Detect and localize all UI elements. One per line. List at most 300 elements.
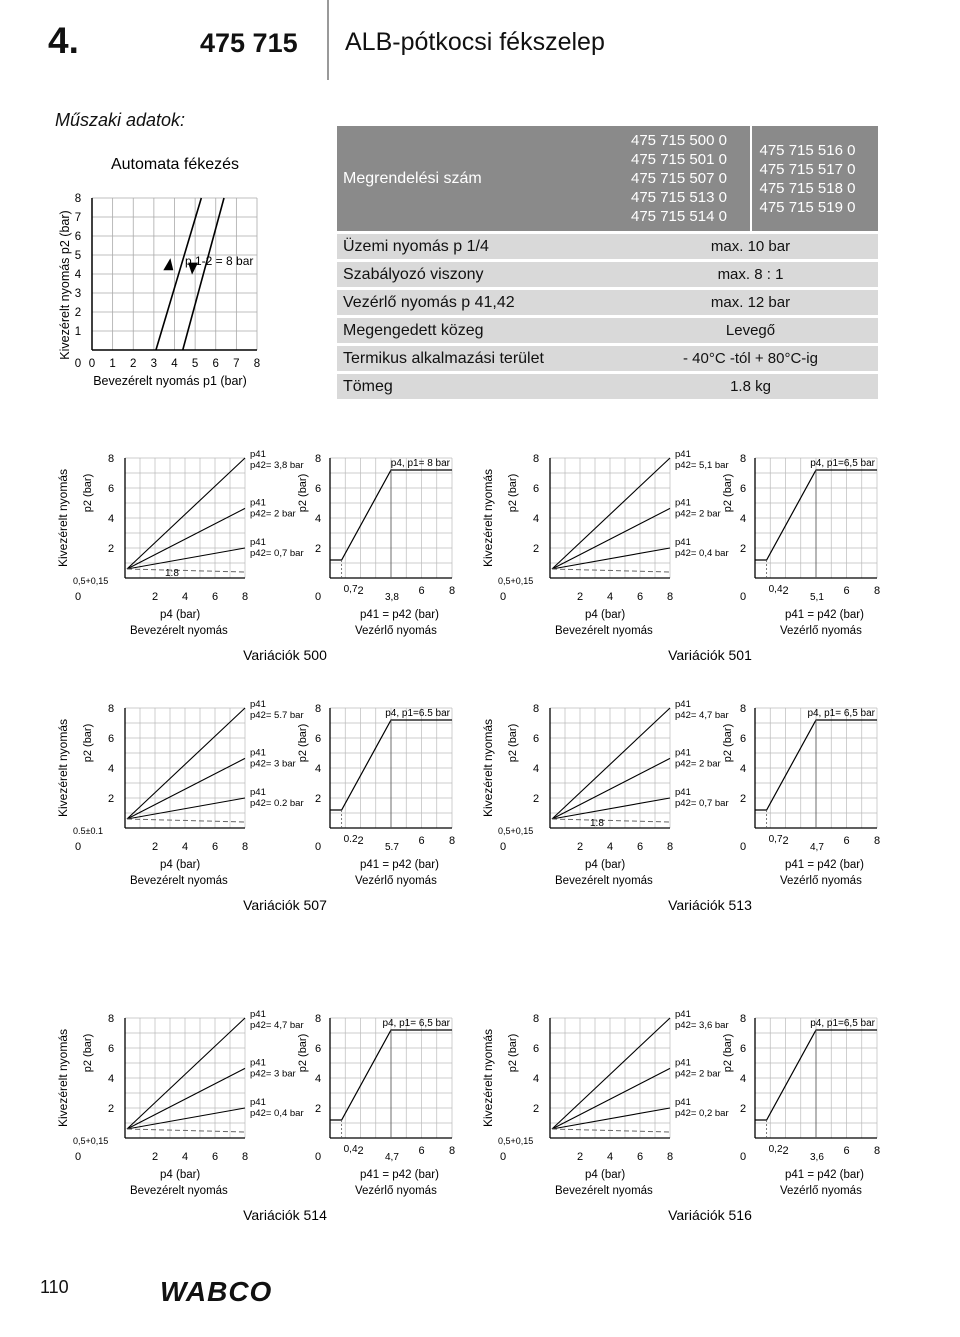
x-tick-label: 3 bbox=[150, 358, 158, 370]
x-tick-label: 2 bbox=[782, 585, 789, 597]
x-tick-label: 0 bbox=[739, 841, 747, 853]
line-label-p41: p41 bbox=[250, 787, 266, 798]
knee-label: 3,8 bbox=[385, 592, 399, 603]
line-label-value: p42= 4,7 bar bbox=[250, 1020, 304, 1031]
y-tick-label: 4 bbox=[314, 763, 322, 775]
y-tick-label: 6 bbox=[739, 1043, 747, 1055]
left-xlabel: p4 (bar) bbox=[160, 609, 201, 621]
x-tick-label: 8 bbox=[873, 1145, 881, 1157]
line-label-value: p42= 0,7 bar bbox=[250, 548, 304, 559]
pressure-line bbox=[127, 1108, 245, 1129]
x-tick-label: 6 bbox=[636, 1151, 644, 1163]
main-chart-title: Automata fékezés bbox=[110, 156, 240, 173]
left-ylabel: Kivezérelt nyomás bbox=[56, 1028, 70, 1128]
x-tick-label: 5 bbox=[191, 358, 199, 370]
y-tick-label: 6 bbox=[739, 733, 747, 745]
x-tick-label: 0 bbox=[75, 841, 82, 853]
x-tick-label: 2 bbox=[782, 1145, 789, 1157]
pressure-line bbox=[127, 508, 245, 569]
right-xlabel: p41 = p42 (bar) bbox=[785, 859, 864, 871]
line-label-value: p42= 0,7 bar bbox=[675, 798, 729, 809]
left-ylabel: Kivezérelt nyomás bbox=[481, 1028, 495, 1128]
left-yaxis: p2 (bar) bbox=[507, 1033, 519, 1073]
variation-chart bbox=[55, 680, 475, 910]
y-tick-label: 8 bbox=[739, 453, 747, 465]
line-label-value: p42= 3 bar bbox=[250, 1068, 296, 1080]
y-tick-label: 6 bbox=[314, 483, 322, 495]
x-tick-label: 6 bbox=[636, 591, 644, 603]
y-tick-label: 4 bbox=[532, 1073, 540, 1085]
y-tick-label: 8 bbox=[107, 453, 115, 465]
x-tick-label: 6 bbox=[212, 358, 219, 370]
pressure-line bbox=[552, 758, 670, 819]
knee-label: 0,7 bbox=[343, 584, 358, 595]
right-yaxis: p2 (bar) bbox=[297, 723, 309, 763]
y-tick-label: 2 bbox=[739, 793, 747, 805]
pressure-line bbox=[127, 548, 245, 569]
left-ylabel: Kivezérelt nyomás bbox=[56, 718, 70, 818]
left-xlabel: p4 (bar) bbox=[160, 1169, 201, 1181]
x-tick-label: 0 bbox=[314, 591, 322, 603]
x-tick-label: 6 bbox=[211, 591, 219, 603]
y-tick-label: 4 bbox=[739, 513, 747, 525]
left-xlabel: p4 (bar) bbox=[160, 859, 201, 871]
y-tick-label: 4 bbox=[532, 513, 540, 525]
knee-label: 0,7 bbox=[768, 834, 783, 845]
y0-label: 0,5+0,15 bbox=[73, 1136, 109, 1146]
variation-title: Variációk 513 bbox=[668, 897, 752, 910]
pressure-line bbox=[552, 1068, 670, 1129]
pressure-line bbox=[127, 708, 245, 819]
y-tick-label: 8 bbox=[314, 1013, 322, 1025]
order-number: 475 715 513 0 bbox=[631, 189, 727, 206]
y-tick-label: 2 bbox=[739, 1103, 747, 1115]
y-tick-label: 8 bbox=[314, 703, 322, 715]
ratio-line bbox=[127, 819, 245, 822]
x-tick-label: 8 bbox=[448, 585, 456, 597]
line-label-value: p42= 3,6 bar bbox=[675, 1020, 729, 1031]
y-tick-label: 8 bbox=[74, 193, 82, 205]
x-tick-label: 6 bbox=[843, 1145, 850, 1157]
x-tick-label: 8 bbox=[448, 1145, 456, 1157]
y-tick-label: 2 bbox=[107, 793, 115, 805]
spec-value: - 40°C -tól + 80°C-ig bbox=[623, 346, 878, 371]
x-tick-label: 4 bbox=[171, 358, 178, 370]
order-number: 475 715 514 0 bbox=[631, 208, 727, 225]
header-divider bbox=[327, 0, 329, 80]
line-label-value: p42= 5,1 bar bbox=[675, 460, 729, 471]
line-label-value: p42= 2 bar bbox=[675, 1068, 721, 1080]
y-tick-label: 2 bbox=[532, 543, 540, 555]
right-annotation: p4, p1= 8 bar bbox=[390, 458, 450, 469]
left-xcaption: Bevezérelt nyomás bbox=[555, 1185, 653, 1197]
knee-label: 0,2 bbox=[768, 1144, 783, 1155]
spec-rows bbox=[337, 234, 878, 399]
line-label-p41: p41 bbox=[250, 497, 266, 509]
y-tick-label: 1 bbox=[74, 326, 82, 338]
left-yaxis: p2 (bar) bbox=[82, 473, 94, 513]
line-label-p41: p41 bbox=[250, 1097, 266, 1108]
spec-value: 1.8 kg bbox=[623, 374, 878, 399]
y0-label: 0.5±0.1 bbox=[73, 826, 103, 836]
y-tick-label: 2 bbox=[314, 1103, 322, 1115]
x-tick-label: 0 bbox=[739, 1151, 747, 1163]
line-label-value: p42= 2 bar bbox=[675, 508, 721, 520]
x-tick-label: 4 bbox=[606, 591, 614, 603]
right-yaxis: p2 (bar) bbox=[722, 723, 734, 763]
order-number: 475 715 501 0 bbox=[631, 151, 727, 168]
y-tick-label: 6 bbox=[532, 483, 540, 495]
x-tick-label: 4 bbox=[606, 841, 614, 853]
y-tick-label: 4 bbox=[314, 513, 322, 525]
x-tick-label: 4 bbox=[181, 591, 189, 603]
line-label-p41: p41 bbox=[250, 699, 266, 710]
x-tick-label: 2 bbox=[782, 835, 789, 847]
main-chart-grid bbox=[92, 198, 257, 350]
pressure-line bbox=[552, 458, 670, 569]
spec-label: Tömeg bbox=[337, 374, 623, 399]
y-tick-label: 4 bbox=[739, 763, 747, 775]
x-tick-label: 4 bbox=[181, 841, 189, 853]
right-yaxis: p2 (bar) bbox=[722, 1033, 734, 1073]
line-label-value: p42= 0,4 bar bbox=[675, 548, 729, 559]
main-chart-xlabel: Bevezérelt nyomás p1 (bar) bbox=[93, 374, 247, 388]
y-tick-label: 4 bbox=[74, 269, 82, 281]
y-tick-label: 6 bbox=[74, 231, 82, 243]
x-tick-label: 8 bbox=[666, 1151, 674, 1163]
line-label-p41: p41 bbox=[675, 787, 691, 798]
x-tick-label: 8 bbox=[253, 358, 261, 370]
y-tick-label: 6 bbox=[532, 1043, 540, 1055]
y-tick-label: 8 bbox=[314, 453, 322, 465]
y-tick-label: 6 bbox=[107, 1043, 115, 1055]
right-yaxis: p2 (bar) bbox=[297, 1033, 309, 1073]
y-tick-label: 4 bbox=[107, 1073, 115, 1085]
x-tick-label: 2 bbox=[151, 841, 159, 853]
x-tick-label: 8 bbox=[666, 841, 674, 853]
x-tick-label: 8 bbox=[873, 585, 881, 597]
line-label-p41: p41 bbox=[675, 1057, 691, 1069]
x-tick-label: 4 bbox=[181, 1151, 189, 1163]
ratio-line bbox=[127, 569, 245, 572]
right-xlabel: p41 = p42 (bar) bbox=[785, 609, 864, 621]
y-tick-label: 2 bbox=[532, 793, 540, 805]
left-xcaption: Bevezérelt nyomás bbox=[555, 875, 653, 887]
order-number: 475 715 518 0 bbox=[759, 179, 856, 197]
x-tick-label: 2 bbox=[357, 585, 364, 597]
right-xlabel: p41 = p42 (bar) bbox=[785, 1169, 864, 1181]
x-tick-label: 2 bbox=[576, 591, 584, 603]
line-label-p41: p41 bbox=[250, 537, 266, 548]
line-label-p41: p41 bbox=[675, 747, 691, 759]
main-chart-marks bbox=[75, 193, 260, 370]
x-tick-label: 8 bbox=[241, 591, 249, 603]
line-label-p41: p41 bbox=[250, 1009, 266, 1020]
ratio-label: 1:8 bbox=[590, 818, 604, 829]
right-xlabel: p41 = p42 (bar) bbox=[360, 859, 439, 871]
x-tick-label: 6 bbox=[843, 585, 850, 597]
spec-value: max. 8 : 1 bbox=[623, 262, 878, 287]
left-yaxis: p2 (bar) bbox=[507, 723, 519, 763]
knee-label: 4,7 bbox=[810, 842, 824, 853]
left-ylabel: Kivezérelt nyomás bbox=[481, 718, 495, 818]
main-chart bbox=[55, 145, 285, 395]
line-label-value: p42= 0,2 bar bbox=[675, 1108, 729, 1119]
order-number-label: Megrendelési szám bbox=[337, 126, 623, 231]
x-tick-label: 2 bbox=[357, 1145, 364, 1157]
x-tick-label: 6 bbox=[418, 585, 425, 597]
y-tick-label: 6 bbox=[314, 733, 322, 745]
line-label-p41: p41 bbox=[675, 537, 691, 548]
order-number: 475 715 519 0 bbox=[759, 198, 856, 216]
x-tick-label: 8 bbox=[873, 835, 881, 847]
line-label-p41: p41 bbox=[250, 747, 266, 759]
order-numbers-col1 bbox=[623, 126, 750, 231]
right-xlabel: p41 = p42 (bar) bbox=[360, 609, 439, 621]
x-tick-label: 0 bbox=[75, 591, 82, 603]
spec-label: Vezérlő nyomás p 41,42 bbox=[337, 290, 623, 315]
spec-row bbox=[337, 290, 878, 315]
spec-label: Szabályozó viszony bbox=[337, 262, 623, 287]
line-label-value: p42= 0,4 bar bbox=[250, 1108, 304, 1119]
pressure-line bbox=[552, 798, 670, 819]
variation-chart bbox=[55, 430, 475, 660]
spec-row bbox=[337, 262, 878, 287]
spec-label: Üzemi nyomás p 1/4 bbox=[337, 234, 623, 259]
right-xcaption: Vezérlő nyomás bbox=[780, 1185, 862, 1197]
y-tick-label: 2 bbox=[107, 543, 115, 555]
y-tick-label: 2 bbox=[532, 1103, 540, 1115]
right-xcaption: Vezérlő nyomás bbox=[780, 625, 862, 637]
y-tick-label: 2 bbox=[107, 1103, 115, 1115]
page-title: ALB-pótkocsi fékszelep bbox=[345, 28, 605, 56]
left-xlabel: p4 (bar) bbox=[585, 1169, 626, 1181]
line-label-value: p42= 2 bar bbox=[675, 758, 721, 770]
right-xcaption: Vezérlő nyomás bbox=[355, 1185, 437, 1197]
line-label-p41: p41 bbox=[675, 699, 691, 710]
y0-label: 0,5+0,15 bbox=[498, 576, 534, 586]
variation-chart bbox=[480, 430, 900, 660]
variation-chart bbox=[55, 990, 475, 1220]
spec-row bbox=[337, 346, 878, 371]
y-tick-label: 6 bbox=[532, 733, 540, 745]
left-yaxis: p2 (bar) bbox=[82, 723, 94, 763]
x-tick-label: 0 bbox=[500, 1151, 507, 1163]
variation-title: Variációk 507 bbox=[243, 897, 327, 910]
left-xcaption: Bevezérelt nyomás bbox=[130, 1185, 228, 1197]
knee-label: 0.2 bbox=[343, 834, 358, 845]
knee-label: 3,6 bbox=[810, 1152, 824, 1163]
variation-chart bbox=[480, 990, 900, 1220]
knee-label: 5,1 bbox=[810, 592, 824, 603]
order-numbers-col2 bbox=[750, 126, 879, 231]
main-chart-annotation: p 1-2 = 8 bar bbox=[185, 254, 254, 268]
y-tick-label: 8 bbox=[739, 1013, 747, 1025]
x-tick-label: 4 bbox=[606, 1151, 614, 1163]
right-annotation: p4, p1= 6,5 bar bbox=[807, 708, 875, 719]
x-tick-label: 0 bbox=[88, 358, 96, 370]
y-tick-label: 6 bbox=[314, 1043, 322, 1055]
y0-label: 0,5+0,15 bbox=[498, 1136, 534, 1146]
right-xcaption: Vezérlő nyomás bbox=[355, 625, 437, 637]
x-tick-label: 6 bbox=[211, 1151, 219, 1163]
right-xcaption: Vezérlő nyomás bbox=[355, 875, 437, 887]
y-tick-label: 8 bbox=[739, 703, 747, 715]
spec-value: max. 12 bar bbox=[623, 290, 878, 315]
x-tick-label: 6 bbox=[636, 841, 644, 853]
ratio-line bbox=[127, 1129, 245, 1132]
y-tick-label: 6 bbox=[107, 483, 115, 495]
right-xlabel: p41 = p42 (bar) bbox=[360, 1169, 439, 1181]
right-annotation: p4, p1=6,5 bar bbox=[810, 458, 875, 469]
x-tick-label: 0 bbox=[314, 1151, 322, 1163]
product-number: 475 715 bbox=[200, 28, 298, 58]
variation-title: Variációk 501 bbox=[668, 647, 752, 660]
y-tick-label: 8 bbox=[532, 1013, 540, 1025]
line-label-value: p42= 5.7 bar bbox=[250, 710, 304, 721]
spec-row bbox=[337, 374, 878, 399]
x-tick-label: 8 bbox=[666, 591, 674, 603]
y-tick-label: 7 bbox=[74, 212, 82, 224]
knee-label: 5.7 bbox=[385, 842, 399, 853]
right-xcaption: Vezérlő nyomás bbox=[780, 875, 862, 887]
main-chart-ylabel: Kivezérelt nyomás p2 (bar) bbox=[58, 210, 72, 360]
order-number: 475 715 507 0 bbox=[631, 170, 727, 187]
spec-value: Levegő bbox=[623, 318, 878, 343]
order-number: 475 715 517 0 bbox=[759, 160, 856, 178]
x-tick-label: 8 bbox=[448, 835, 456, 847]
x-tick-label: 6 bbox=[418, 835, 425, 847]
y-tick-label: 4 bbox=[739, 1073, 747, 1085]
ratio-label: 1:8 bbox=[165, 568, 179, 579]
pressure-line bbox=[127, 1068, 245, 1129]
spec-label: Megengedett közeg bbox=[337, 318, 623, 343]
x-tick-label: 7 bbox=[233, 358, 240, 370]
right-annotation: p4, p1=6.5 bar bbox=[385, 708, 450, 719]
left-xlabel: p4 (bar) bbox=[585, 859, 626, 871]
x-tick-label: 6 bbox=[843, 835, 850, 847]
y-tick-label: 6 bbox=[107, 733, 115, 745]
y-tick-label: 6 bbox=[739, 483, 747, 495]
x-tick-label: 0 bbox=[500, 591, 507, 603]
y-tick-label: 8 bbox=[532, 453, 540, 465]
spec-row bbox=[337, 318, 878, 343]
y-tick-label: 2 bbox=[314, 543, 322, 555]
line-label-value: p42= 2 bar bbox=[250, 508, 296, 520]
line-label-value: p42= 3,8 bar bbox=[250, 460, 304, 471]
right-annotation: p4, p1=6,5 bar bbox=[810, 1018, 875, 1029]
y-tick-label: 4 bbox=[107, 763, 115, 775]
y-tick-label: 0 bbox=[74, 358, 82, 370]
y-tick-label: 3 bbox=[74, 288, 82, 300]
knee-label: 0,4 bbox=[343, 1144, 358, 1155]
section-title: Műszaki adatok: bbox=[55, 110, 186, 130]
order-number-row bbox=[337, 126, 878, 231]
page-number: 110 bbox=[40, 1277, 69, 1297]
variation-title: Variációk 500 bbox=[243, 647, 327, 660]
right-yaxis: p2 (bar) bbox=[297, 473, 309, 513]
pressure-line bbox=[552, 1018, 670, 1129]
pressure-line bbox=[552, 548, 670, 569]
y-tick-label: 8 bbox=[107, 1013, 115, 1025]
spec-value: max. 10 bar bbox=[623, 234, 878, 259]
right-annotation: p4, p1= 6,5 bar bbox=[382, 1018, 450, 1029]
y-tick-label: 8 bbox=[532, 703, 540, 715]
x-tick-label: 0 bbox=[314, 841, 322, 853]
line-label-value: p42= 0.2 bar bbox=[250, 798, 304, 809]
spec-label: Termikus alkalmazási terület bbox=[337, 346, 623, 371]
line-label-p41: p41 bbox=[250, 1057, 266, 1069]
x-tick-label: 2 bbox=[151, 591, 159, 603]
line-label-p41: p41 bbox=[675, 1009, 691, 1020]
x-tick-label: 0 bbox=[739, 591, 747, 603]
spec-table bbox=[337, 126, 878, 402]
y-tick-label: 4 bbox=[107, 513, 115, 525]
y-tick-label: 4 bbox=[314, 1073, 322, 1085]
pressure-line bbox=[127, 1018, 245, 1129]
y0-label: 0,5+0,15 bbox=[498, 826, 534, 836]
left-xcaption: Bevezérelt nyomás bbox=[555, 625, 653, 637]
knee-label: 0,4 bbox=[768, 584, 783, 595]
left-ylabel: Kivezérelt nyomás bbox=[481, 468, 495, 568]
y-tick-label: 5 bbox=[74, 250, 82, 262]
line-label-p41: p41 bbox=[675, 497, 691, 509]
order-number: 475 715 516 0 bbox=[759, 141, 856, 159]
right-yaxis: p2 (bar) bbox=[722, 473, 734, 513]
spec-row bbox=[337, 234, 878, 259]
left-xcaption: Bevezérelt nyomás bbox=[130, 875, 228, 887]
x-tick-label: 6 bbox=[418, 1145, 425, 1157]
pressure-line bbox=[552, 508, 670, 569]
y0-label: 0,5+0,15 bbox=[73, 576, 109, 586]
x-tick-label: 1 bbox=[109, 358, 116, 370]
line-label-value: p42= 3 bar bbox=[250, 758, 296, 770]
ratio-line bbox=[552, 819, 670, 822]
x-tick-label: 2 bbox=[357, 835, 364, 847]
variation-chart bbox=[480, 680, 900, 910]
left-ylabel: Kivezérelt nyomás bbox=[56, 468, 70, 568]
left-yaxis: p2 (bar) bbox=[82, 1033, 94, 1073]
x-tick-label: 2 bbox=[576, 841, 584, 853]
pressure-line bbox=[127, 458, 245, 569]
pressure-line bbox=[552, 1108, 670, 1129]
arrow-up-icon bbox=[163, 258, 173, 270]
y-tick-label: 2 bbox=[74, 307, 82, 319]
knee-label: 4,7 bbox=[385, 1152, 399, 1163]
line-label-p41: p41 bbox=[250, 449, 266, 460]
y-tick-label: 2 bbox=[739, 543, 747, 555]
chapter-number: 4. bbox=[48, 20, 79, 61]
x-tick-label: 6 bbox=[211, 841, 219, 853]
x-tick-label: 0 bbox=[500, 841, 507, 853]
pressure-line bbox=[127, 758, 245, 819]
variation-title: Variációk 516 bbox=[668, 1207, 752, 1220]
line-label-value: p42= 4,7 bar bbox=[675, 710, 729, 721]
x-tick-label: 0 bbox=[75, 1151, 82, 1163]
line-label-p41: p41 bbox=[675, 1097, 691, 1108]
left-xlabel: p4 (bar) bbox=[585, 609, 626, 621]
variation-title: Variációk 514 bbox=[243, 1207, 327, 1220]
ratio-line bbox=[552, 569, 670, 572]
left-xcaption: Bevezérelt nyomás bbox=[130, 625, 228, 637]
y-tick-label: 8 bbox=[107, 703, 115, 715]
x-tick-label: 2 bbox=[151, 1151, 159, 1163]
order-number: 475 715 500 0 bbox=[631, 132, 727, 149]
pressure-line bbox=[127, 798, 245, 819]
ratio-line bbox=[552, 1129, 670, 1132]
x-tick-label: 8 bbox=[241, 841, 249, 853]
x-tick-label: 8 bbox=[241, 1151, 249, 1163]
